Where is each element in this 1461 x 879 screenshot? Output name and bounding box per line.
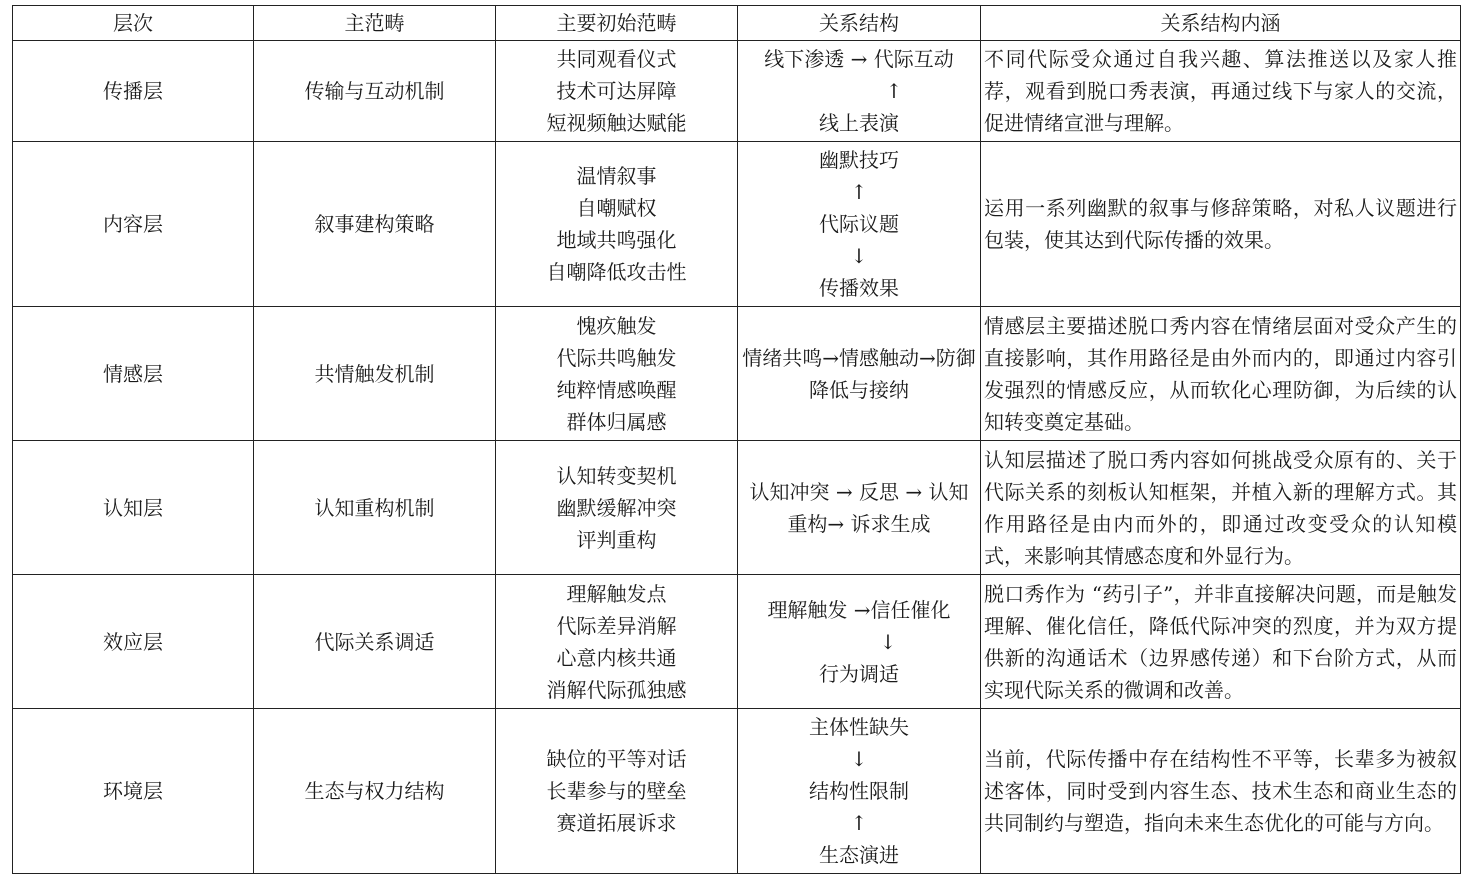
main-category-cell: 叙事建构策略 — [254, 142, 496, 307]
initial-category: 技术可达屏障 — [556, 79, 677, 103]
level-cell: 认知层 — [13, 441, 254, 575]
header-row — [13, 6, 1461, 41]
arrow-up-icon: ↑ — [885, 79, 903, 103]
main-category-cell: 代际关系调适 — [254, 575, 496, 709]
relation-structure-cell — [738, 307, 981, 441]
arrow-down-icon: ↓ — [879, 629, 897, 654]
header-level: 层次 — [13, 6, 254, 41]
initial-category: 心意内核共通 — [556, 645, 677, 670]
structure-node: 结构性限制 — [809, 779, 909, 803]
meaning-cell: 情感层主要描述脱口秀内容在情绪层面对受众产生的直接影响，其作用路径是由外而内的，即通过内容引发强烈的情感反应，从而软化心理防御，为后续的认知转变奠定基础。 — [981, 307, 1461, 441]
structure-node: 主体性缺失 — [809, 715, 909, 739]
main-category-cell: 认知重构机制 — [254, 441, 496, 575]
initial-category: 共同观看仪式 — [556, 47, 677, 71]
meaning-cell: 认知层描述了脱口秀内容如何挑战受众原有的、关于代际关系的刻板认知框架，并植入新的理解方式。其作用路径是由内而外的，即通过改变受众的认知模式，来影响其情感态度和外显行为。 — [981, 441, 1461, 575]
header-structure-meaning: 关系结构内涵 — [981, 6, 1461, 41]
initial-category: 赛道拓展诉求 — [556, 811, 677, 835]
structure-node: 行为调适 — [819, 661, 899, 686]
arrow-down-icon: ↓ — [850, 747, 868, 771]
table-row — [13, 441, 1461, 575]
relation-structure-cell — [738, 575, 981, 709]
structure-node: 线上表演 — [819, 111, 899, 135]
relation-structure-cell — [738, 41, 981, 142]
initial-category: 代际共鸣触发 — [556, 345, 677, 370]
initial-category: 温情叙事 — [576, 164, 657, 188]
initial-category: 认知转变契机 — [556, 463, 677, 488]
initial-category: 纯粹情感唤醒 — [556, 377, 677, 402]
table-row — [13, 142, 1461, 307]
initial-category: 消解代际孤独感 — [546, 677, 687, 702]
level-cell: 情感层 — [13, 307, 254, 441]
main-category-cell: 生态与权力结构 — [254, 709, 496, 874]
meaning-cell: 当前，代际传播中存在结构性不平等，长辈多为被叙述客体，同时受到内容生态、技术生态和商业生态的共同制约与塑造，指向未来生态优化的可能与方向。 — [981, 709, 1461, 874]
initial-category: 代际差异消解 — [556, 613, 677, 638]
main-category-cell: 传输与互动机制 — [254, 41, 496, 142]
initial-categories-cell — [496, 441, 738, 575]
initial-categories-cell — [496, 709, 738, 874]
initial-category: 长辈参与的壁垒 — [546, 779, 687, 803]
arrow-up-icon: ↑ — [850, 180, 868, 204]
initial-categories-cell — [496, 307, 738, 441]
header-initial-categories: 主要初始范畴 — [496, 6, 738, 41]
initial-category: 自嘲赋权 — [576, 196, 657, 220]
relation-structure-cell — [738, 441, 981, 575]
arrow-up-icon: ↑ — [850, 811, 868, 835]
table-row — [13, 575, 1461, 709]
table-row — [13, 709, 1461, 874]
structure-chain: 情绪共鸣→情感触动→防御降低与接纳 — [742, 345, 976, 402]
table-row — [13, 307, 1461, 441]
initial-category: 短视频触达赋能 — [546, 111, 687, 135]
relation-structure-cell — [738, 709, 981, 874]
meaning-cell: 脱口秀作为 “药引子”，并非直接解决问题，而是触发理解、催化信任，降低代际冲突的烈度，并为双方提供新的沟通话术（边界感传递）和下台阶方式，从而实现代际关系的微调和改善。 — [981, 575, 1461, 709]
initial-category: 幽默缓解冲突 — [556, 495, 677, 520]
structure-node: 传播效果 — [819, 276, 899, 300]
relation-structure-cell — [738, 142, 981, 307]
table-row — [13, 41, 1461, 142]
level-cell: 内容层 — [13, 142, 254, 307]
meaning-cell: 不同代际受众通过自我兴趣、算法推送以及家人推荐，观看到脱口秀表演，再通过线下与家人的交流，促进情绪宣泄与理解。 — [981, 41, 1461, 142]
structure-node: 线下渗透 → 代际互动 — [764, 47, 954, 71]
initial-category: 愧疚触发 — [576, 313, 657, 338]
main-category-cell: 共情触发机制 — [254, 307, 496, 441]
arrow-down-icon: ↓ — [850, 244, 868, 268]
initial-categories-cell — [496, 575, 738, 709]
initial-category: 自嘲降低攻击性 — [546, 260, 687, 284]
initial-category: 理解触发点 — [566, 581, 667, 606]
initial-category: 缺位的平等对话 — [546, 747, 687, 771]
initial-category: 群体归属感 — [566, 409, 667, 434]
structure-node: 理解触发 →信任催化 — [767, 597, 951, 622]
level-cell: 传播层 — [13, 41, 254, 142]
initial-category: 地域共鸣强化 — [556, 228, 677, 252]
initial-category: 评判重构 — [576, 527, 657, 552]
level-cell: 环境层 — [13, 709, 254, 874]
initial-categories-cell — [496, 41, 738, 142]
category-table — [12, 5, 1461, 874]
meaning-cell: 运用一系列幽默的叙事与修辞策略，对私人议题进行包装，使其达到代际传播的效果。 — [981, 142, 1461, 307]
structure-chain: 认知冲突 → 反思 → 认知重构→ 诉求生成 — [749, 479, 969, 536]
header-relation-structure: 关系结构 — [738, 6, 981, 41]
header-main-category: 主范畴 — [254, 6, 496, 41]
initial-categories-cell — [496, 142, 738, 307]
structure-node: 生态演进 — [819, 843, 899, 867]
level-cell: 效应层 — [13, 575, 254, 709]
structure-node: 幽默技巧 — [819, 148, 899, 172]
structure-node: 代际议题 — [819, 212, 899, 236]
